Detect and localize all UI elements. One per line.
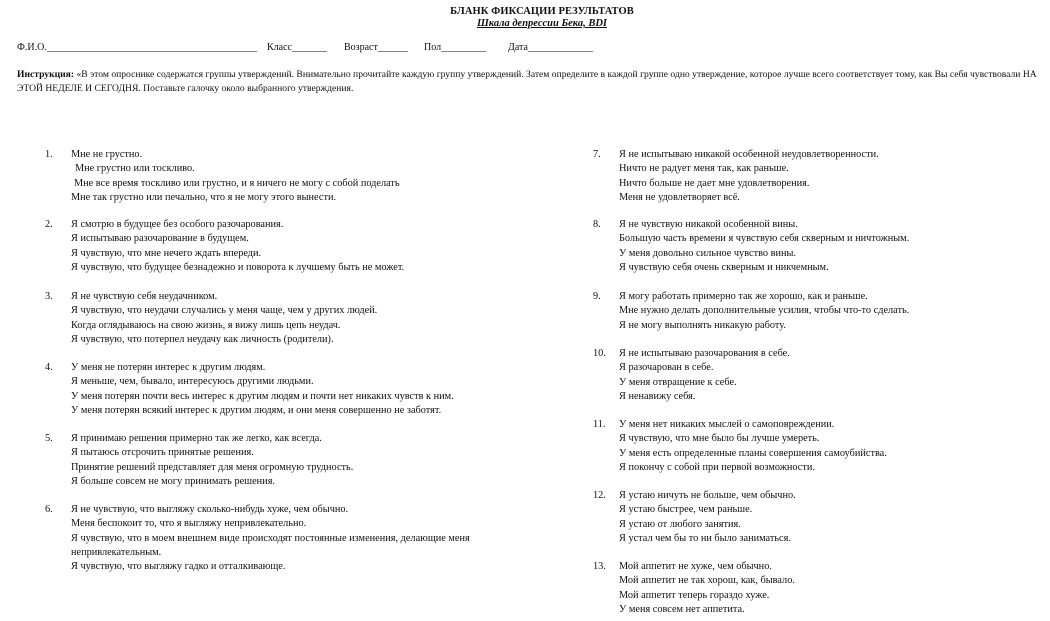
answer-option[interactable]: Я чувствую, что в моем внешнем виде происходят постоянные изменения, делающие меня непривлекательным. (71, 532, 470, 558)
question-number: 2. (45, 219, 53, 230)
answer-option[interactable]: Когда оглядываюсь на свою жизнь, я вижу лишь цепь неудач. (71, 319, 341, 331)
answer-option[interactable]: У меня довольно сильное чувство вины. (619, 247, 796, 259)
answer-option[interactable]: Мой аппетит не так хорош, как, бывало. (619, 575, 795, 587)
answer-option[interactable]: У меня отвращение к себе. (619, 376, 737, 388)
answer-option[interactable]: У меня потерян всякий интерес к другим людям, и они меня совершенно не заботят. (71, 404, 442, 416)
answer-option[interactable]: У меня потерян почти весь интерес к другим людям и почти нет никаких чувств к ним. (71, 390, 454, 402)
answer-option[interactable]: Я устаю быстрее, чем раньше. (619, 504, 753, 516)
question-number: 9. (593, 291, 601, 302)
answer-option[interactable]: У меня есть определенные планы совершения самоубийства. (619, 447, 887, 459)
form-title: БЛАНК ФИКСАЦИИ РЕЗУЛЬТАТОВ (450, 6, 634, 17)
answer-option[interactable]: Мне так грустно или печально, что я не могу этого вынести. (71, 191, 337, 203)
question-number: 6. (45, 504, 53, 515)
date-field[interactable]: Дата_____________ (508, 42, 593, 53)
answer-option[interactable]: Я чувствую, что мне было бы лучше умереть. (619, 433, 820, 445)
answer-option[interactable]: Меня не удовлетворяет всё. (619, 191, 740, 203)
answer-option[interactable]: Я разочарован в себе. (619, 362, 714, 374)
answer-option[interactable]: Мне все время тоскливо или грустно, и я ничего не могу с собой поделать (74, 177, 400, 189)
answer-option[interactable]: Мой аппетит не хуже, чем обычно. (619, 561, 772, 572)
answer-option[interactable]: Я принимаю решения примерно так же легко, как всегда. (71, 433, 322, 444)
instruction-text: «В этом опроснике содержатся группы утверждений. Внимательно прочитайте каждую группу утверждений. Затем определите в каждой группе одно утверждение, которое лучше всего соответствует тому, как Вы себя чувствовали НА ЭТОЙ НЕДЕЛЕ И СЕГОДНЯ. Поставьте галочку около выбранного утверждения. (17, 69, 1037, 94)
answer-option[interactable]: Я не испытываю никакой особенной неудовлетворенности. (619, 149, 879, 160)
answer-option[interactable]: Я пытаюсь отсрочить принятые решения. (71, 447, 254, 459)
answer-option[interactable]: Я чувствую, что потерпел неудачу как личность (родители). (71, 333, 334, 345)
answer-option[interactable]: Ничто больше не дает мне удовлетворения. (619, 177, 810, 189)
answer-option[interactable]: Меня беспокоит то, что я выгляжу непривлекательно. (71, 518, 307, 530)
answer-option[interactable]: Большую часть времени я чувствую себя скверным и ничтожным. (619, 233, 910, 245)
answer-option[interactable]: Мне нужно делать дополнительные усилия, чтобы что-то сделать. (619, 305, 910, 317)
answer-option[interactable]: Мне не грустно. (71, 149, 143, 160)
question-number: 1. (45, 149, 53, 160)
answer-option[interactable]: Я чувствую, что будущее безнадежно и поворота к лучшему быть не может. (71, 261, 405, 273)
question-number: 3. (45, 291, 53, 302)
answer-option[interactable]: У меня совсем нет аппетита. (619, 603, 745, 615)
answer-option[interactable]: Я смотрю в будущее без особого разочарования. (71, 219, 284, 230)
answer-option[interactable]: Мне грустно или тоскливо. (75, 163, 195, 175)
class-field[interactable]: Класс_______ (267, 42, 327, 53)
answer-option[interactable]: Я могу работать примерно так же хорошо, как и раньше. (619, 291, 868, 302)
answer-option[interactable]: Я не чувствую себя неудачником. (71, 291, 218, 302)
question-number: 4. (45, 362, 53, 373)
sex-field[interactable]: Пол_________ (424, 42, 487, 53)
answer-option[interactable]: Я чувствую себя очень скверным и никчемным. (619, 261, 829, 273)
answer-option[interactable]: Я не испытываю разочарования в себе. (619, 348, 790, 359)
instruction (17, 68, 1037, 95)
answer-option[interactable]: Я покончу с собой при первой возможности. (619, 461, 815, 473)
answer-option[interactable]: У меня не потерян интерес к другим людям. (71, 362, 266, 373)
answer-option[interactable]: Я испытываю разочарование в будущем. (71, 233, 249, 245)
question-number: 12. (593, 490, 606, 501)
answer-option[interactable]: Я больше совсем не могу принимать решения. (71, 475, 276, 487)
question-number: 7. (593, 149, 601, 160)
answer-option[interactable]: У меня нет никаких мыслей о самоповреждении. (619, 419, 835, 430)
fio-field[interactable]: Ф.И.О.__________________________________________ (17, 42, 257, 53)
question-number: 13. (593, 561, 606, 572)
answer-option[interactable]: Мой аппетит теперь гораздо хуже. (619, 589, 770, 601)
answer-option[interactable]: Я чувствую, что мне нечего ждать впереди. (71, 247, 262, 259)
answer-option[interactable]: Я чувствую, что неудачи случались у меня чаще, чем у других людей. (71, 305, 378, 317)
answer-option[interactable]: Я меньше, чем, бывало, интересуюсь другими людьми. (71, 376, 314, 388)
answer-option[interactable]: Ничто не радует меня так, как раньше. (619, 163, 789, 175)
answer-option[interactable]: Я не чувствую никакой особенной вины. (619, 219, 798, 230)
question-number: 11. (593, 419, 606, 430)
answer-option[interactable]: Я устаю ничуть не больше, чем обычно. (619, 490, 796, 501)
answer-option[interactable]: Я чувствую, что выгляжу гадко и отталкивающе. (71, 561, 286, 573)
age-field[interactable]: Возраст______ (344, 42, 408, 53)
instruction-label: Инструкция: (17, 69, 75, 80)
answer-option[interactable]: Я ненавижу себя. (619, 390, 696, 402)
question-number: 10. (593, 348, 606, 359)
answer-option[interactable]: Я устаю от любого занятия. (619, 518, 741, 530)
answer-option[interactable]: Я не могу выполнять никакую работу. (619, 319, 786, 331)
answer-option[interactable]: Принятие решений представляет для меня огромную трудность. (71, 461, 354, 473)
question-number: 8. (593, 219, 601, 230)
answer-option[interactable]: Я не чувствую, что выгляжу сколько-нибудь хуже, чем обычно. (71, 504, 349, 515)
question-number: 5. (45, 433, 53, 444)
answer-option[interactable]: Я устал чем бы то ни было заниматься. (619, 532, 791, 544)
form-subtitle: Шкала депрессии Бека, BDI (476, 18, 608, 29)
